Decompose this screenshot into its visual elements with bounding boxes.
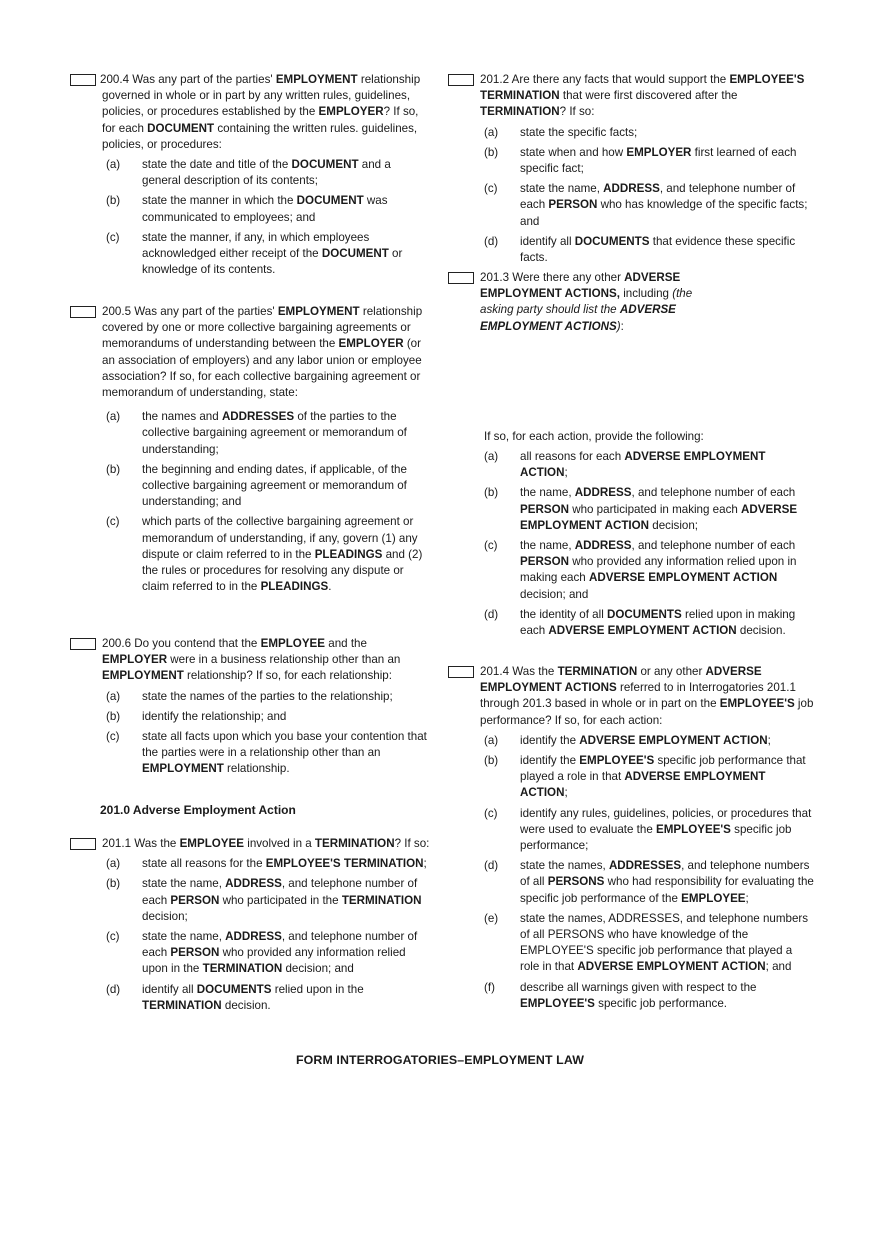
list-item <box>480 234 814 266</box>
list-item <box>480 145 814 177</box>
item-list <box>102 856 432 1014</box>
item-text: state the names of the parties to the relationship; <box>142 689 393 703</box>
item-text: the names and ADDRESSES of the parties to the collective bargaining agreement or memorandum of understanding; <box>142 410 407 456</box>
item-text: state the name, ADDRESS, and telephone number of each PERSON who participated in the TERMINATION decision; <box>142 877 422 923</box>
interrogatory-201-2 <box>448 72 814 266</box>
interrogatory-200-4 <box>70 72 432 278</box>
interrogatory-200-5 <box>70 304 432 595</box>
question-number: 201.2 <box>480 73 510 86</box>
item-text: identify the ADVERSE EMPLOYMENT ACTION; <box>520 733 771 747</box>
item-label: (d) <box>106 982 121 996</box>
question-text: Was any part of the parties' EMPLOYMENT relationship governed in whole or in part by any written rules, guidelines, policies, or procedures established by the EMPLOYER? If so, for each DOCUMENT containing the written rules. guidelines, policies, or procedures: <box>102 73 421 151</box>
checkbox-200-6[interactable] <box>70 638 96 650</box>
item-label: (a) <box>484 733 499 747</box>
question-text: Are there any facts that would support the EMPLOYEE'S TERMINATION that were first discovered after the TERMINATION? If so: <box>480 73 805 119</box>
item-label: (d) <box>484 859 499 873</box>
checkbox-201-3[interactable] <box>448 272 474 284</box>
list-item <box>102 982 432 1014</box>
item-text: state all facts upon which you base your contention that the parties were in a relationship other than an EMPLOYMENT relationship. <box>142 730 427 776</box>
list-item <box>102 409 432 458</box>
list-item <box>480 806 814 855</box>
interrogatory-200-6 <box>70 636 432 778</box>
question-text: Were there any other ADVERSE EMPLOYMENT ACTIONS, including (the asking party should list the ADVERSE EMPLOYMENT ACTIONS): <box>480 271 693 333</box>
checkbox-201-4[interactable] <box>448 666 474 678</box>
list-item <box>102 876 432 925</box>
list-item <box>102 856 432 872</box>
question-text: Do you contend that the EMPLOYEE and the EMPLOYER were in a business relationship other than an EMPLOYMENT relationship? If so, for each relationship: <box>102 637 401 683</box>
list-item <box>102 689 432 705</box>
list-item <box>102 193 432 225</box>
item-label: (c) <box>484 182 498 196</box>
item-text: identify all DOCUMENTS relied upon in the TERMINATION decision. <box>142 982 364 1012</box>
list-item <box>102 462 432 511</box>
item-label: (b) <box>106 194 121 208</box>
item-text: state all reasons for the EMPLOYEE'S TERMINATION; <box>142 857 427 871</box>
item-label: (b) <box>106 462 121 476</box>
item-label: (f) <box>484 980 495 994</box>
item-label: (a) <box>106 857 121 871</box>
item-list <box>480 125 814 267</box>
item-label: (b) <box>484 145 499 159</box>
item-text: identify the relationship; and <box>142 709 287 723</box>
checkbox-200-4[interactable] <box>70 74 96 86</box>
list-item <box>480 538 814 603</box>
checkbox-200-5[interactable] <box>70 306 96 318</box>
list-item <box>480 485 814 534</box>
item-label: (a) <box>106 410 121 424</box>
question-number: 201.3 <box>480 271 510 284</box>
item-text: identify all DOCUMENTS that evidence these specific facts. <box>520 234 796 265</box>
checkbox-201-1[interactable] <box>70 838 96 850</box>
item-label: (d) <box>484 607 499 621</box>
item-list <box>102 409 432 595</box>
item-list <box>102 157 432 278</box>
footer-title: FORM INTERROGATORIES–EMPLOYMENT LAW <box>295 1053 585 1067</box>
section-heading-201-0: 201.0 Adverse Employment Action <box>100 803 296 817</box>
interrogatory-201-3 <box>448 270 814 639</box>
list-item <box>480 607 814 639</box>
item-text: describe all warnings given with respect to the EMPLOYEE'S specific job performance. <box>520 980 757 1010</box>
item-text: state the date and title of the DOCUMENT and a general description of its contents; <box>142 158 391 188</box>
item-text: all reasons for each ADVERSE EMPLOYMENT ACTION; <box>520 450 766 480</box>
question-number: 201.4 <box>480 665 510 678</box>
list-item <box>102 929 432 978</box>
item-text: state the name, ADDRESS, and telephone number of each PERSON who provided any information relied upon in the TERMINATION decision; and <box>142 930 418 976</box>
item-text: state the names, ADDRESSES, and telephone numbers of all PERSONS who have knowledge of the EMPLOYEE'S specific job performance that played a role in that ADVERSE EMPLOYMENT ACTION; and <box>520 911 809 974</box>
item-text: identify any rules, guidelines, policies, or procedures that were used to evaluate the EMPLOYEE'S specific job performance; <box>520 806 812 853</box>
checkbox-201-2[interactable] <box>448 74 474 86</box>
item-label: (c) <box>106 515 120 529</box>
list-item <box>102 230 432 279</box>
list-item <box>480 449 814 481</box>
item-label: (c) <box>106 730 120 744</box>
item-label: (d) <box>484 234 499 248</box>
list-item <box>480 181 814 230</box>
item-label: (e) <box>484 911 499 925</box>
item-list <box>480 733 814 1012</box>
list-item <box>480 911 814 976</box>
list-item <box>102 729 432 778</box>
item-label: (c) <box>484 806 498 820</box>
item-text: the identity of all DOCUMENTS relied upon in making each ADVERSE EMPLOYMENT ACTION decision. <box>520 607 796 638</box>
interrogatory-201-1 <box>70 836 432 1014</box>
item-label: (a) <box>484 450 499 464</box>
item-label: (b) <box>484 754 499 768</box>
item-text: state the manner in which the DOCUMENT was communicated to employees; and <box>142 194 388 224</box>
item-list <box>102 689 432 778</box>
item-list <box>480 449 814 639</box>
list-item <box>480 980 814 1012</box>
item-text: the beginning and ending dates, if applicable, of the collective bargaining agreement or memorandum of understanding; and <box>142 462 407 509</box>
item-text: state the specific facts; <box>520 125 638 139</box>
item-label: (b) <box>106 877 121 891</box>
list-item <box>480 125 814 141</box>
interrogatory-201-4 <box>448 664 814 1012</box>
list-item <box>480 858 814 907</box>
item-label: (c) <box>106 230 120 244</box>
item-label: (b) <box>484 486 499 500</box>
list-item <box>480 733 814 749</box>
item-label: (a) <box>106 689 121 703</box>
item-label: (a) <box>106 158 121 172</box>
item-label: (a) <box>484 125 499 139</box>
question-text: Was the TERMINATION or any other ADVERSE EMPLOYMENT ACTIONS referred to in Interrogatories 201.1 through 201.3 based in whole or in part on the EMPLOYEE'S job performance? If so, for each action: <box>480 665 814 727</box>
item-label: (c) <box>106 930 120 944</box>
item-text: the name, ADDRESS, and telephone number of each PERSON who participated in making each ADVERSE EMPLOYMENT ACTION decision; <box>520 486 798 532</box>
item-text: identify the EMPLOYEE'S specific job performance that played a role in that ADVERSE EMPLOYMENT ACTION; <box>520 754 806 800</box>
item-text: state when and how EMPLOYER first learned of each specific fact; <box>520 145 797 176</box>
list-item <box>102 514 432 595</box>
question-number: 200.5 <box>102 305 132 318</box>
item-label: (b) <box>106 709 121 723</box>
list-item <box>102 157 432 189</box>
list-item <box>480 753 814 802</box>
question-number: 200.4 <box>100 73 130 86</box>
item-text: state the name, ADDRESS, and telephone number of each PERSON who has knowledge of the specific facts; and <box>520 182 808 228</box>
question-number: 200.6 <box>102 637 132 650</box>
item-text: state the manner, if any, in which employees acknowledged either receipt of the DOCUMENT or knowledge of its contents. <box>142 230 403 277</box>
item-text: state the names, ADDRESSES, and telephone numbers of all PERSONS who had responsibility for evaluating the specific job performance of the EMPLOYEE; <box>520 859 814 905</box>
list-item <box>102 709 432 725</box>
item-text: which parts of the collective bargaining agreement or memorandum of understanding, if any, govern (1) any dispute or claim referred to in the PLEADINGS and (2) the rules or procedures for resolving any dispute or claim referred to in the PLEADINGS. <box>142 515 423 594</box>
item-label: (c) <box>484 539 498 553</box>
question-text: Was any part of the parties' EMPLOYMENT relationship covered by one or more collective bargaining agreements or memorandums of understanding between the EMPLOYER (or an association of employers) and any labor union or employee association? If so, for each collective bargaining agreement or memorandum of understanding, state: <box>102 305 423 400</box>
item-text: the name, ADDRESS, and telephone number of each PERSON who provided any information relied upon in making each ADVERSE EMPLOYMENT ACTION decision; and <box>520 539 797 601</box>
question-text: Was the EMPLOYEE involved in a TERMINATION? If so: <box>134 837 430 850</box>
followup-text: If so, for each action, provide the following: <box>484 429 704 443</box>
question-number: 201.1 <box>102 837 132 850</box>
